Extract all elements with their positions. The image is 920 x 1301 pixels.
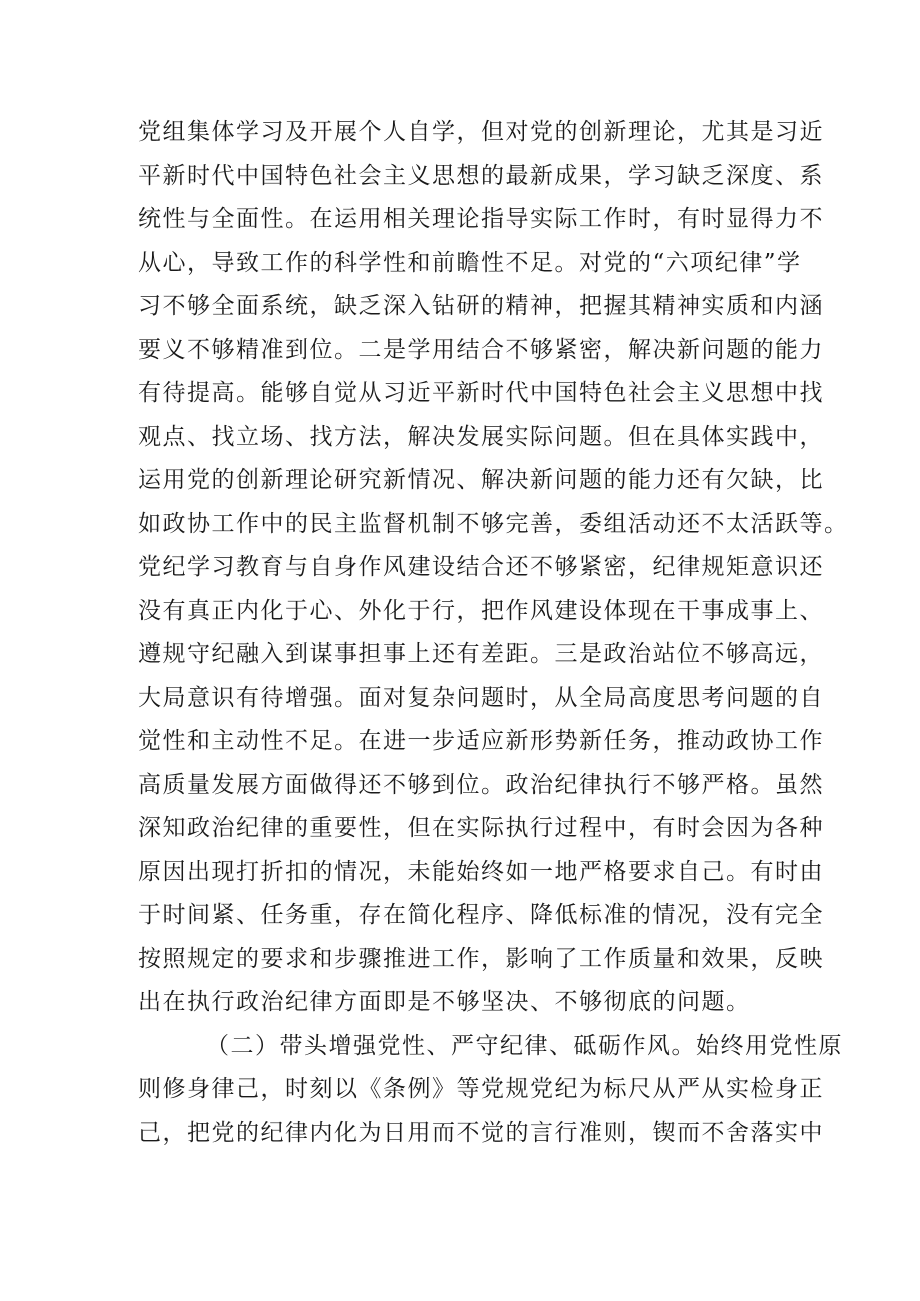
text-line: 深知政治纪律的重要性，但在实际执行过程中，有时会因为各种 bbox=[138, 815, 824, 841]
text-line: 党纪学习教育与自身作风建设结合还不够紧密，纪律规矩意识还 bbox=[138, 554, 824, 580]
text-line: 觉性和主动性不足。在进一步适应新形势新任务，推动政协工作 bbox=[138, 728, 824, 754]
text-line: 观点、找立场、找方法，解决发展实际问题。但在具体实践中， bbox=[138, 423, 824, 450]
text-line: 习不够全面系统，缺乏深入钻研的精神，把握其精神实质和内涵 bbox=[138, 293, 824, 319]
text-line: 原因出现打折扣的情况，未能始终如一地严格要求自己。有时由 bbox=[138, 858, 824, 885]
text-line: 高质量发展方面做得还不够到位。政治纪律执行不够严格。虽然 bbox=[138, 771, 824, 798]
text-line: 统性与全面性。在运用相关理论指导实际工作时，有时显得力不 bbox=[138, 206, 824, 232]
text-line: 于时间紧、任务重，存在简化程序、降低标准的情况，没有完全 bbox=[138, 902, 824, 928]
text-line: 党组集体学习及开展个人自学，但对党的创新理论，尤其是习近 bbox=[138, 119, 824, 145]
section-heading-line: （二）带头增强党性、严守纪律、砥砺作风。始终用党性原 bbox=[206, 1032, 843, 1059]
text-line: 如政协工作中的民主监督机制不够完善，委组活动还不太活跃等。 bbox=[138, 510, 849, 537]
text-line: 按照规定的要求和步骤推进工作，影响了工作质量和效果，反映 bbox=[138, 945, 824, 972]
text-line: 出在执行政治纪律方面即是不够坚决、不够彻底的问题。 bbox=[138, 989, 751, 1015]
text-line: 己，把党的纪律内化为日用而不觉的言行准则，锲而不舍落实中 bbox=[138, 1119, 824, 1146]
document-body bbox=[138, 111, 849, 1155]
text-line: 要义不够精准到位。二是学用结合不够紧密，解决新问题的能力 bbox=[138, 336, 824, 363]
text-line: 没有真正内化于心、外化于行，把作风建设体现在干事成事上、 bbox=[138, 597, 824, 624]
text-line: 则修身律己，时刻以《条例》等党规党纪为标尺从严从实检身正 bbox=[138, 1076, 824, 1102]
text-line: 平新时代中国特色社会主义思想的最新成果，学习缺乏深度、系 bbox=[138, 162, 824, 189]
text-line: 有待提高。能够自觉从习近平新时代中国特色社会主义思想中找 bbox=[138, 380, 824, 406]
text-line: 从心，导致工作的科学性和前瞻性不足。对党的“六项纪律”学 bbox=[138, 249, 802, 276]
text-line: 大局意识有待增强。面对复杂问题时，从全局高度思考问题的自 bbox=[138, 684, 824, 711]
text-line: 遵规守纪融入到谋事担事上还有差距。三是政治站位不够高远， bbox=[138, 641, 824, 667]
text-line: 运用党的创新理论研究新情况、解决新问题的能力还有欠缺，比 bbox=[138, 467, 824, 493]
